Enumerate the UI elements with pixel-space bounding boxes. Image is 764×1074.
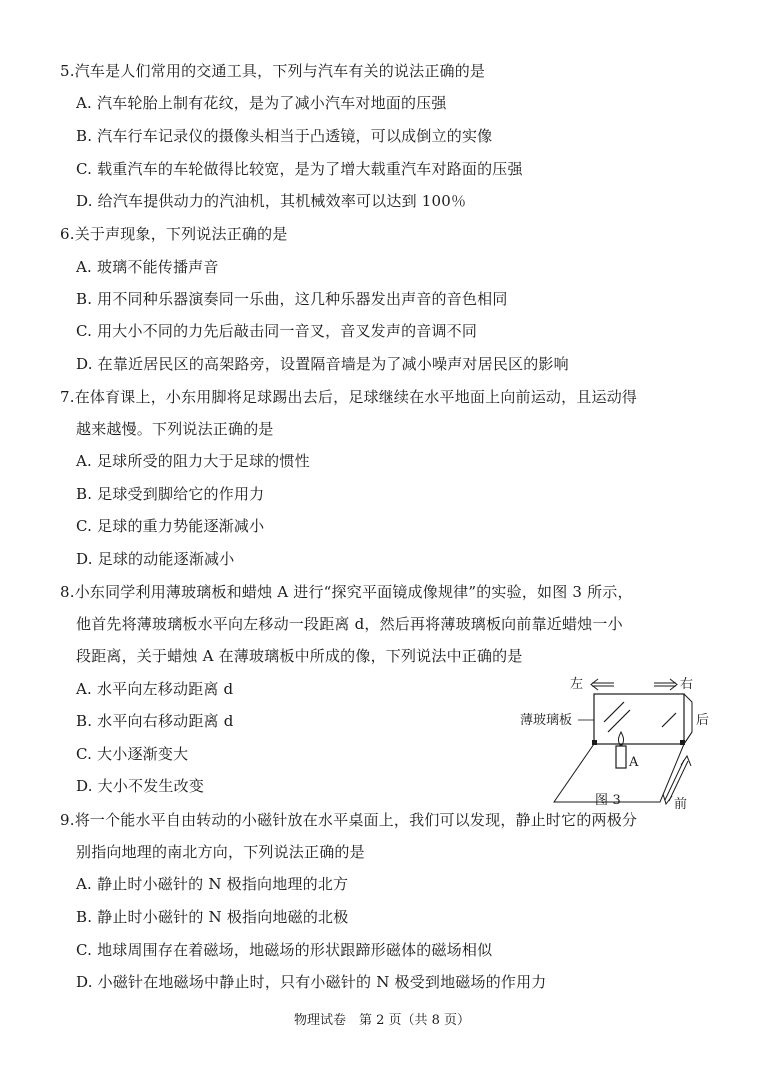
q5-option-b: B. 汽车行车记录仪的摄像头相当于凸透镜，可以成倒立的实像 (76, 127, 493, 145)
right-arrow (654, 679, 677, 690)
q5-stem: 5.汽车是人们常用的交通工具，下列与汽车有关的说法正确的是 (60, 62, 486, 80)
q6-stem: 6.关于声现象，下列说法正确的是 (60, 225, 288, 243)
label-glass-plate: 薄玻璃板 (520, 713, 573, 728)
q5-option-a: A. 汽车轮胎上制有花纹，是为了减小汽车对地面的压强 (76, 94, 447, 112)
glass-plate (594, 694, 684, 744)
figure-3 (512, 672, 732, 812)
glass-stand-left (592, 740, 597, 745)
q7-option-a: A. 足球所受的阻力大于足球的惯性 (76, 452, 310, 470)
q8-stem-line3: 段距离，关于蜡烛 A 在薄玻璃板中所成的像，下列说法中正确的是 (76, 647, 523, 665)
q6-option-a: A. 玻璃不能传播声音 (76, 258, 219, 276)
label-front: 前 (674, 797, 688, 812)
page-footer: 物理试卷 第 2 页（共 8 页） (293, 1013, 471, 1028)
q8-stem-line1: 8.小东同学利用薄玻璃板和蜡烛 A 进行“探究平面镜成像规律”的实验，如图 3 所示， (60, 583, 633, 601)
q6-option-b: B. 用不同种乐器演奏同一乐曲，这几种乐器发出声音的音色相同 (76, 290, 508, 308)
mirror-experiment-diagram (512, 672, 732, 812)
q6-option-d: D. 在靠近居民区的高架路旁，设置隔音墙是为了减小噪声对居民区的影响 (76, 355, 569, 373)
q8-option-b: B. 水平向右移动距离 d (76, 712, 234, 730)
q9-stem-line1: 9.将一个能水平自由转动的小磁针放在水平桌面上，我们可以发现，静止时它的两极分 (60, 811, 638, 829)
label-right: 右 (680, 677, 694, 692)
figure-caption: 图 3 (595, 793, 622, 808)
q5-option-c: C. 载重汽车的车轮做得比较宽，是为了增大载重汽车对路面的压强 (76, 160, 523, 178)
glass-stand-right (680, 740, 685, 745)
q6-option-c: C. 用大小不同的力先后敲击同一音叉，音叉发声的音调不同 (76, 322, 478, 340)
label-candle-a: A (629, 755, 639, 770)
candle-a (616, 732, 626, 768)
q7-option-d: D. 足球的动能逐渐减小 (76, 550, 235, 568)
q9-option-a: A. 静止时小磁针的 N 极指向地理的北方 (76, 875, 349, 893)
q7-option-b: B. 足球受到脚给它的作用力 (76, 485, 265, 503)
q8-option-c: C. 大小逐渐变大 (76, 745, 189, 763)
q7-stem-line1: 7.在体育课上，小东用脚将足球踢出去后，足球继续在水平地面上向前运动，且运动得 (60, 388, 638, 406)
left-arrow (591, 679, 614, 690)
label-back: 后 (696, 713, 710, 728)
q8-option-d: D. 大小不发生改变 (76, 777, 205, 795)
q7-option-c: C. 足球的重力势能逐渐减小 (76, 517, 265, 535)
q9-option-c: C. 地球周围存在着磁场，地磁场的形状跟蹄形磁体的磁场相似 (76, 941, 493, 959)
q8-option-a: A. 水平向左移动距离 d (76, 680, 234, 698)
q9-option-b: B. 静止时小磁针的 N 极指向地磁的北极 (76, 908, 349, 926)
q9-option-d: D. 小磁针在地磁场中静止时，只有小磁针的 N 极受到地磁场的作用力 (76, 973, 547, 991)
q8-stem-line2: 他首先将薄玻璃板水平向左移动一段距离 d，然后再将薄玻璃板向前靠近蜡烛一小 (76, 615, 623, 633)
label-left: 左 (570, 677, 584, 692)
q7-stem-line2: 越来越慢。下列说法正确的是 (76, 420, 274, 438)
q9-stem-line2: 别指向地理的南北方向，下列说法正确的是 (76, 843, 365, 861)
q5-option-d: D. 给汽车提供动力的汽油机，其机械效率可以达到 100％ (76, 192, 467, 210)
